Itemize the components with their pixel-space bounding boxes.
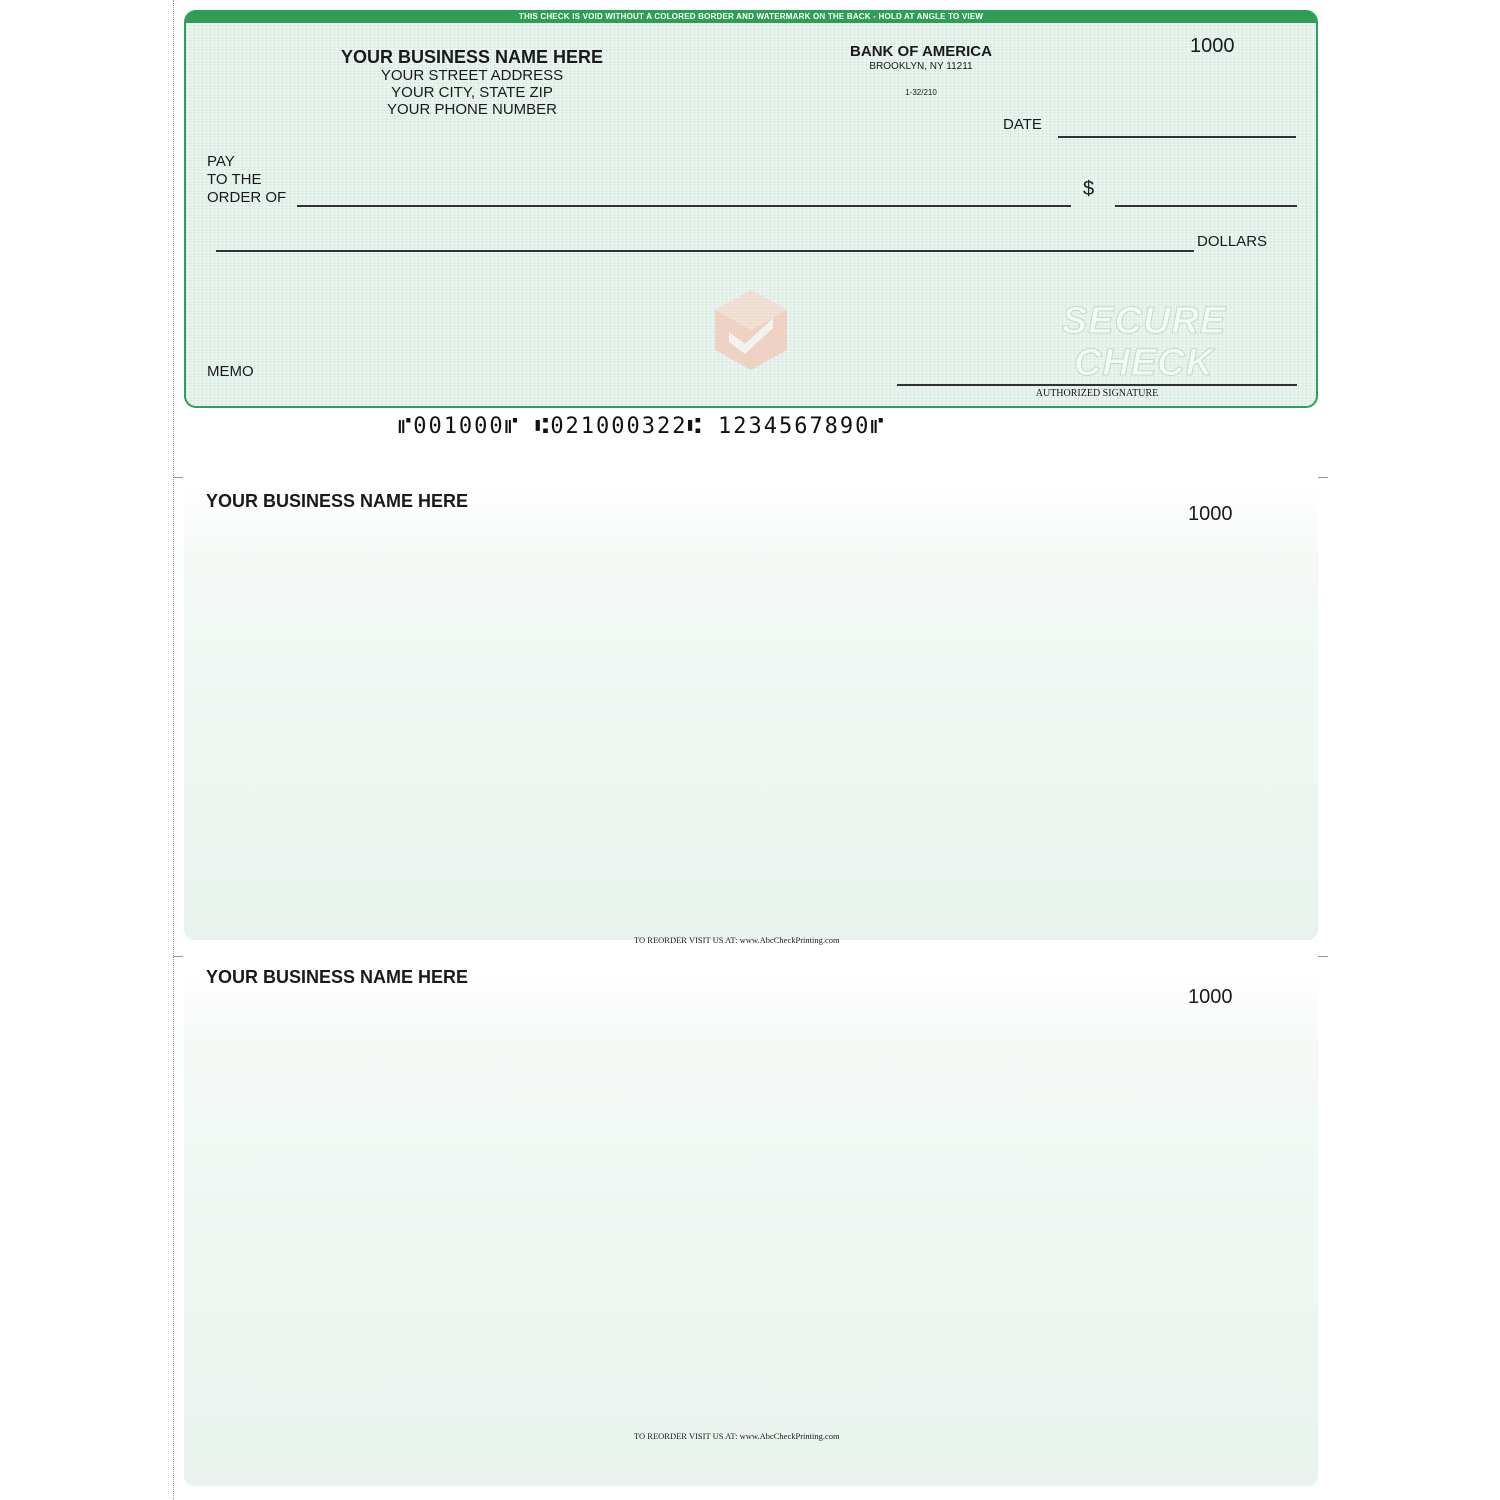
reorder-text: TO REORDER VISIT US AT: www.AbcCheckPrinting.com <box>634 935 840 945</box>
bank-city: BROOKLYN, NY 11211 <box>869 61 973 72</box>
pay-to-label <box>207 153 286 207</box>
amount-words-field[interactable] <box>216 250 1194 252</box>
watermark-line2: CHECK <box>1073 342 1215 384</box>
voucher-stub <box>184 488 1318 940</box>
check-number: 1000 <box>1190 35 1235 57</box>
pay-label-line3: ORDER OF <box>207 189 287 206</box>
business-street: YOUR STREET ADDRESS <box>380 67 564 84</box>
date-label: DATE <box>1003 116 1042 133</box>
pay-label-line2: TO THE <box>207 171 262 188</box>
payee-field[interactable] <box>297 205 1071 207</box>
void-warning-banner: THIS CHECK IS VOID WITHOUT A COLORED BORDER AND WATERMARK ON THE BACK - HOLD AT ANGLE TO VIEW <box>186 10 1316 23</box>
bank-name: BANK OF AMERICA <box>850 43 992 60</box>
check <box>184 10 1318 408</box>
pay-label-line1: PAY <box>207 153 235 170</box>
perforation-tick <box>1318 477 1328 478</box>
business-city-state-zip: YOUR CITY, STATE ZIP <box>391 84 553 101</box>
dollar-sign: $ <box>1083 178 1095 200</box>
business-name: YOUR BUSINESS NAME HERE <box>340 47 604 67</box>
watermark-line1: SECURE <box>1061 300 1227 342</box>
voucher-stub <box>184 967 1318 1486</box>
amount-field[interactable] <box>1115 205 1297 207</box>
reorder-text: TO REORDER VISIT US AT: www.AbcCheckPrinting.com <box>634 1431 840 1441</box>
dollars-label: DOLLARS <box>1197 233 1268 250</box>
stub-check-number: 1000 <box>1188 986 1233 1008</box>
signature-field[interactable] <box>897 384 1297 386</box>
business-phone: YOUR PHONE NUMBER <box>386 101 558 118</box>
perforation-tick <box>173 956 183 957</box>
signature-label: AUTHORIZED SIGNATURE <box>1035 388 1159 399</box>
secure-check-watermark <box>1044 300 1244 384</box>
stub-business-name: YOUR BUSINESS NAME HERE <box>206 491 469 511</box>
perforation-line <box>173 0 174 1500</box>
perforation-tick <box>173 477 183 478</box>
date-field[interactable] <box>1058 136 1296 138</box>
memo-label: MEMO <box>207 363 254 380</box>
stub-check-number: 1000 <box>1188 503 1233 525</box>
hexagon-check-logo-icon <box>711 288 791 372</box>
bank-routing-fraction: 1-32/210 <box>905 88 937 97</box>
stub-business-name: YOUR BUSINESS NAME HERE <box>206 967 469 987</box>
micr-line: ⑈001000⑈ ⑆021000322⑆ 1234567890⑈ <box>398 414 886 439</box>
perforation-tick <box>1318 956 1328 957</box>
